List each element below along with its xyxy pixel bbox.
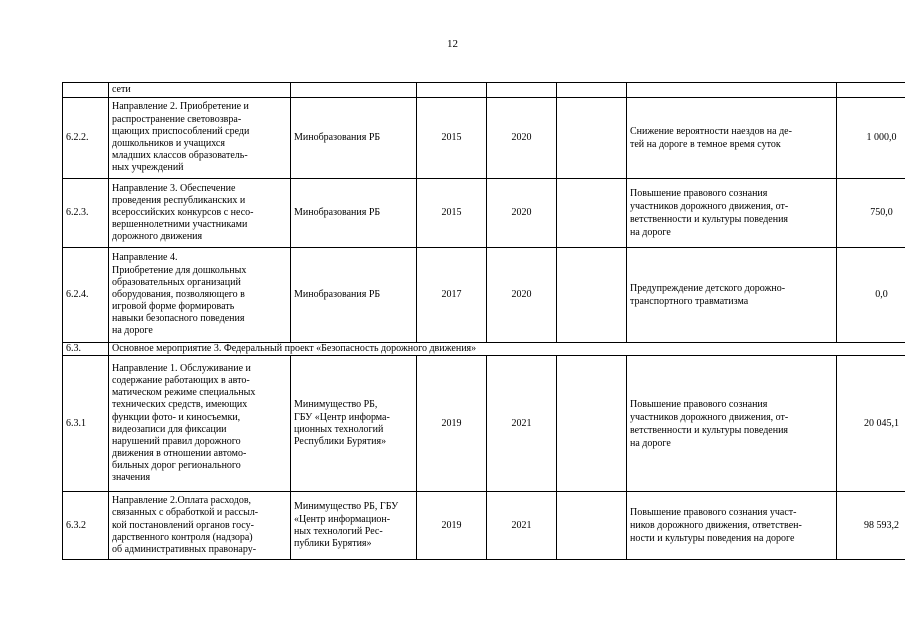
row-end-year: 2020 xyxy=(487,179,557,248)
row-amount: 1 000,0 xyxy=(837,98,905,179)
row-result xyxy=(627,83,837,98)
row-id: 6.2.3. xyxy=(63,179,109,248)
row-executor: Минимущество РБ, ГБУ «Центр информа- ционных технологий Республики Бурятия» xyxy=(294,399,390,447)
section-row xyxy=(63,343,905,356)
row-executor: Минобразования РБ xyxy=(294,288,381,300)
row-name: сети xyxy=(109,83,291,98)
row-start-year: 2015 xyxy=(417,179,487,248)
row-end-year: 2021 xyxy=(487,356,557,492)
row-name: Направление 4. Приобретение для дошкольных образовательных организаций оборудования, позволяющего в игровой форме формировать навыки безопасного поведения на дороге xyxy=(112,252,247,337)
row-start-year: 2015 xyxy=(417,98,487,179)
row-amount: 20 045,1 xyxy=(837,356,905,492)
row-amount: 750,0 xyxy=(837,179,905,248)
row-amount xyxy=(837,83,905,98)
row-result: Предупреждение детского дорожно- транспортного травматизма xyxy=(630,283,786,307)
table-row xyxy=(63,179,905,248)
row-id xyxy=(63,83,109,98)
row-result: Повышение правового сознания участников дорожного движения, от- ветственности и культуры поведения на дороге xyxy=(630,398,789,449)
row-executor: Минимущество РБ, ГБУ «Центр информацион- ных технологий Рес- публики Бурятия» xyxy=(294,501,399,549)
row-blank-cell xyxy=(557,179,627,248)
row-blank-cell xyxy=(557,98,627,179)
section-title: Основное мероприятие 3. Федеральный проект «Безопасность дорожного движения» xyxy=(109,343,905,356)
row-id: 6.3.2 xyxy=(63,492,109,560)
row-start-year: 2019 xyxy=(417,492,487,560)
table-row xyxy=(63,356,905,492)
row-result: Снижение вероятности наездов на де- тей на дороге в темное время суток xyxy=(630,126,792,150)
row-end-year xyxy=(487,83,557,98)
row-start-year: 2017 xyxy=(417,248,487,343)
row-name: Направление 1. Обслуживание и содержание работающих в авто- матическом режиме специальных технических средств, имеющих функции фото- и киносъемки, видеозаписи для фиксации нарушений правил дорожного движения в отношении автомо- бильных дорог регионального значения xyxy=(112,362,256,484)
row-result: Повышение правового сознания участ- ников дорожного движения, ответствен- ности и культуры поведения на дороге xyxy=(630,507,802,545)
row-end-year: 2020 xyxy=(487,98,557,179)
table-row xyxy=(63,83,905,98)
row-name: Направление 3. Обеспечение проведения республиканских и всероссийских конкурсов с несо- вершеннолетними участниками дорожного движения xyxy=(112,182,254,243)
row-blank-cell xyxy=(557,248,627,343)
row-name: Направление 2. Приобретение и распространение световозвра- щающих приспособлений среди дошкольников и учащихся младших классов образователь- ных учреждений xyxy=(112,101,250,174)
row-blank-cell xyxy=(557,83,627,98)
page-number: 12 xyxy=(447,38,458,50)
row-executor xyxy=(291,83,417,98)
row-start-year xyxy=(417,83,487,98)
row-amount: 0,0 xyxy=(837,248,905,343)
row-end-year: 2021 xyxy=(487,492,557,560)
row-executor: Минобразования РБ xyxy=(294,206,381,218)
row-blank-cell xyxy=(557,492,627,560)
row-id: 6.2.2. xyxy=(63,98,109,179)
table-row xyxy=(63,492,905,560)
row-result: Повышение правового сознания участников дорожного движения, от- ветственности и культуры поведения на дороге xyxy=(630,188,789,238)
row-id: 6.2.4. xyxy=(63,248,109,343)
row-amount: 98 593,2 xyxy=(837,492,905,560)
row-executor: Минобразования РБ xyxy=(294,131,381,143)
table-row xyxy=(63,248,905,343)
row-name: Направление 2.Оплата расходов, связанных с обработкой и рассыл- кой постановлений органов госу- дарственного контроля (надзора) об административных правонару- xyxy=(112,495,259,555)
section-id: 6.3. xyxy=(63,343,109,356)
row-id: 6.3.1 xyxy=(63,356,109,492)
row-start-year: 2019 xyxy=(417,356,487,492)
row-end-year: 2020 xyxy=(487,248,557,343)
row-blank-cell xyxy=(557,356,627,492)
plan-table xyxy=(62,82,905,560)
table-row xyxy=(63,98,905,179)
